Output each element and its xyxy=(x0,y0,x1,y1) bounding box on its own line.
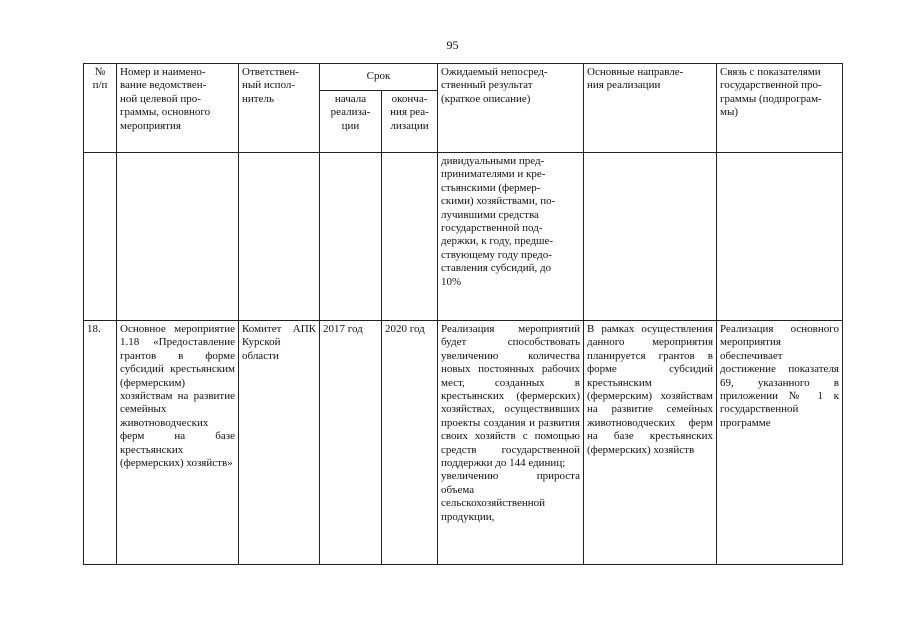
cell-name: Основное мероприятие 1.18 «Предоставление грантов в форме субсидий крестьянским (фермерским) хозяйствам на развитие семейных животноводческих ферм на базе крестьянских (фермерских) хозяйств» xyxy=(117,321,239,565)
header-term-start: начала реализа- ции xyxy=(320,91,382,153)
header-link: Связь с показателями государственной про- граммы (подпрограм- мы) xyxy=(717,64,843,153)
page-number: 95 xyxy=(446,38,459,52)
cell-name xyxy=(117,153,239,321)
program-table xyxy=(83,63,843,565)
header-num: № п/п xyxy=(84,64,117,153)
header-row-1 xyxy=(84,64,843,91)
cell-num: 18. xyxy=(84,321,117,565)
header-name: Номер и наимено- вание ведомствен- ной целевой про- граммы, основного мероприятия xyxy=(117,64,239,153)
cell-directions xyxy=(584,153,717,321)
cell-num xyxy=(84,153,117,321)
cell-result: дивидуальными пред- принимателями и кре- стьянскими (фермер- скими) хозяйствами, по- лучившими средства государственной под- держки, к году, предше- ствующему году предо- ставления субсидий, до 10% xyxy=(438,153,584,321)
cell-responsible xyxy=(239,153,320,321)
cell-start: 2017 год xyxy=(320,321,382,565)
cell-link xyxy=(717,153,843,321)
cell-end: 2020 год xyxy=(382,321,438,565)
header-directions: Основные направле- ния реализации xyxy=(584,64,717,153)
cell-directions: В рамках осуществления данного мероприятия планируется грантов в форме субсидий крестьянским (фермерским) хозяйствам на развитие семейных животноводческих ферм на базе крестьянских (фермерских) хозяйств xyxy=(584,321,717,565)
cell-start xyxy=(320,153,382,321)
cell-link: Реализация основного мероприятия обеспечивает достижение показателя 69, указанного в приложении № 1 к государственной программе xyxy=(717,321,843,565)
header-responsible: Ответствен- ный испол- нитель xyxy=(239,64,320,153)
cell-end xyxy=(382,153,438,321)
header-term-end: оконча- ния реа- лизации xyxy=(382,91,438,153)
cell-result: Реализация мероприятий будет способствовать увеличению количества новых постоянных рабочих мест, созданных в крестьянских (фермерских) хозяйствах, осуществивших проекты создания и развития своих хозяйств с помощью средств государственной поддержки до 144 единиц; увеличению прироста объема сельскохозяйственной продукции, xyxy=(438,321,584,565)
header-result: Ожидаемый непосред- ственный результат (краткое описание) xyxy=(438,64,584,153)
cell-responsible: Комитет АПК Курской области xyxy=(239,321,320,565)
table-row xyxy=(84,153,843,321)
header-term: Срок xyxy=(320,64,438,91)
table-row xyxy=(84,321,843,565)
